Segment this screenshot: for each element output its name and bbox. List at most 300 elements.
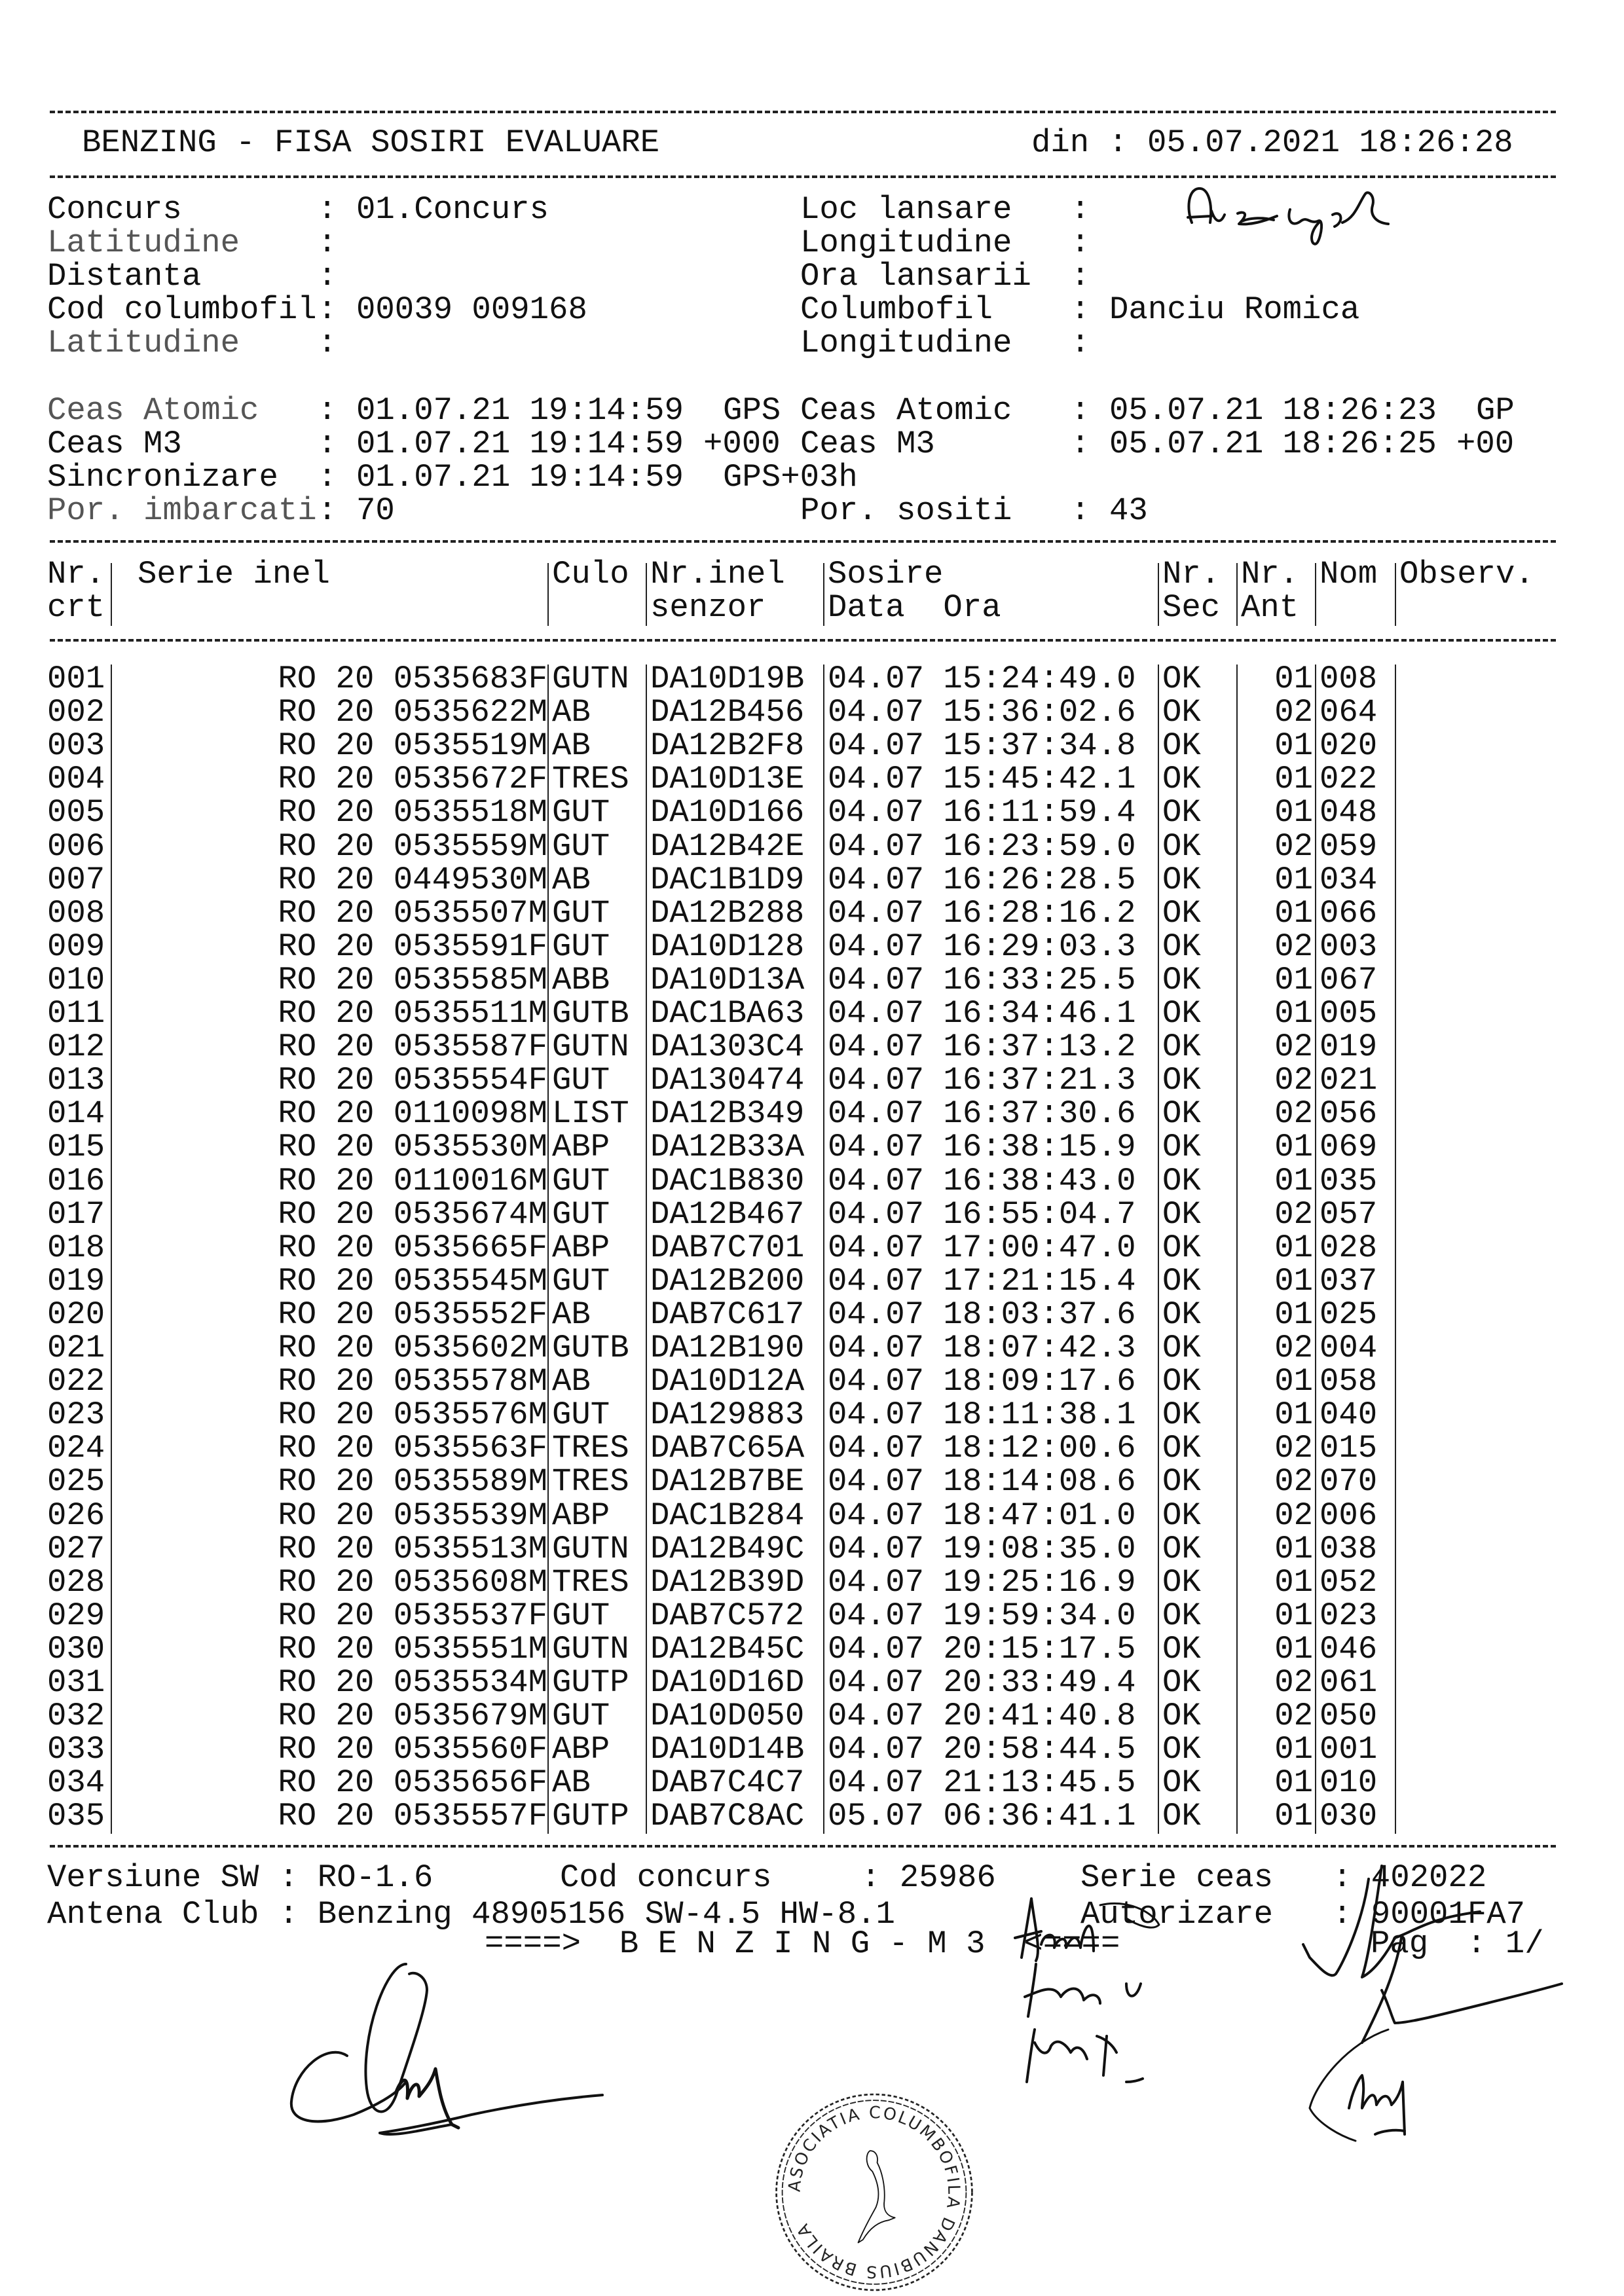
- cell-nom: 069: [1320, 1129, 1378, 1166]
- cell-nr-sec: OK: [1162, 1296, 1201, 1333]
- cell-sosire: 04.07 20:41:40.8: [828, 1698, 1136, 1735]
- cell-serie-inel: RO 20 0535513M: [278, 1530, 547, 1567]
- cell-nom: 070: [1320, 1463, 1378, 1501]
- cell-culo: GUT: [552, 1396, 610, 1434]
- clock-label: Ceas M3: [47, 426, 182, 462]
- clock-label: Ceas M3: [800, 426, 935, 462]
- cell-nr-ant: 02: [1274, 828, 1313, 865]
- report-date-value: 05.07.2021 18:26:28: [1147, 124, 1513, 161]
- left-signature: [255, 1958, 609, 2147]
- ceas-m3-end: 05.07.21 18:26:25: [1109, 426, 1437, 462]
- cell-nr-inel-senzor: DA10D14B: [650, 1731, 805, 1768]
- cell-nr-ant: 01: [1274, 1530, 1313, 1567]
- cell-nr-inel-senzor: DA12B467: [650, 1195, 805, 1233]
- cell-nom: 046: [1320, 1630, 1378, 1667]
- cell-culo: GUT: [552, 1698, 610, 1735]
- column-divider: [111, 665, 112, 1834]
- cell-sosire: 04.07 16:38:15.9: [828, 1129, 1136, 1166]
- cell-nr-inel-senzor: DAB7C8AC: [650, 1798, 805, 1835]
- header-serie-inel: Serie inel: [138, 556, 331, 592]
- cell-culo: GUT: [552, 928, 610, 965]
- cell-nr-ant: 02: [1274, 928, 1313, 965]
- header-nr-sec-1: Nr.: [1162, 556, 1221, 592]
- cell-nr-crt: 003: [47, 727, 105, 765]
- cell-nom: 005: [1320, 995, 1378, 1032]
- cell-nr-sec: OK: [1162, 1764, 1201, 1802]
- report-date-label: din :: [1031, 124, 1128, 161]
- info-sep: :: [318, 325, 337, 361]
- table-row: [0, 1499, 1624, 1533]
- cell-nr-ant: 01: [1274, 1396, 1313, 1434]
- cell-nr-ant: 02: [1274, 1698, 1313, 1735]
- cell-nr-crt: 028: [47, 1563, 105, 1601]
- cell-sosire: 04.07 20:58:44.5: [828, 1731, 1136, 1768]
- porumbei-sositi-value: 43: [1109, 492, 1148, 529]
- autorizare-value: : 90001FA7: [1333, 1896, 1526, 1933]
- cell-sosire: 04.07 16:33:25.5: [828, 961, 1136, 998]
- cell-culo: GUTN: [552, 1029, 629, 1066]
- cell-culo: GUTN: [552, 1530, 629, 1567]
- table-row: [0, 1231, 1624, 1265]
- table-row: [0, 1262, 1624, 1300]
- cell-nr-inel-senzor: DA10D166: [650, 794, 805, 831]
- cell-sosire: 04.07 19:59:34.0: [828, 1597, 1136, 1634]
- cell-nom: 035: [1320, 1162, 1378, 1199]
- cell-nr-sec: OK: [1162, 894, 1201, 932]
- table-row: [0, 1332, 1624, 1365]
- cell-sosire: 04.07 16:55:04.7: [828, 1195, 1136, 1233]
- header-divider: [1236, 563, 1238, 626]
- cell-culo: AB: [552, 1764, 591, 1802]
- cell-culo: GUTN: [552, 661, 629, 697]
- cell-culo: AB: [552, 1363, 591, 1400]
- table-row: [0, 729, 1624, 763]
- table-row: [0, 1530, 1624, 1567]
- cell-nr-ant: 02: [1274, 1664, 1313, 1701]
- table-row: [0, 1298, 1624, 1332]
- antena-label: Antena Club: [47, 1896, 259, 1933]
- cell-nr-ant: 02: [1274, 1062, 1313, 1099]
- clock-label: Por. sositi: [800, 492, 1012, 529]
- cell-nr-ant: 02: [1274, 1330, 1313, 1366]
- cell-culo: GUTN: [552, 1630, 629, 1667]
- cell-nr-sec: OK: [1162, 1062, 1201, 1099]
- cell-nr-ant: 01: [1274, 1630, 1313, 1667]
- cell-nr-sec: OK: [1162, 928, 1201, 965]
- cell-nr-inel-senzor: DA129883: [650, 1396, 805, 1434]
- cell-serie-inel: RO 20 0535578M: [278, 1363, 547, 1400]
- cell-nr-crt: 027: [47, 1530, 105, 1567]
- info-sep: :: [1071, 291, 1090, 328]
- table-row: [0, 1432, 1624, 1465]
- cell-sosire: 04.07 16:37:21.3: [828, 1062, 1136, 1099]
- cell-nr-inel-senzor: DA1303C4: [650, 1029, 805, 1066]
- cell-nr-sec: OK: [1162, 1029, 1201, 1066]
- cell-nr-crt: 008: [47, 894, 105, 932]
- cell-nr-inel-senzor: DAB7C617: [650, 1296, 805, 1333]
- cell-nr-sec: OK: [1162, 1129, 1201, 1166]
- cell-culo: TRES: [552, 1463, 629, 1501]
- info-label: Latitudine: [47, 225, 240, 261]
- cell-nr-ant: 01: [1274, 727, 1313, 765]
- cell-nr-crt: 013: [47, 1062, 105, 1099]
- cell-culo: LIST: [552, 1095, 629, 1133]
- table-row: [0, 696, 1624, 729]
- cell-serie-inel: RO 20 0110098M: [278, 1095, 547, 1133]
- table-row: [0, 1599, 1624, 1633]
- cell-nr-ant: 02: [1274, 1430, 1313, 1467]
- header-nr-ant-1: Nr.: [1241, 556, 1299, 592]
- cell-nr-sec: OK: [1162, 1330, 1201, 1366]
- cell-nr-sec: OK: [1162, 1597, 1201, 1634]
- cell-nr-inel-senzor: DA10D12A: [650, 1363, 805, 1400]
- cell-serie-inel: RO 20 0535591F: [278, 928, 547, 965]
- cell-nom: 050: [1320, 1698, 1378, 1735]
- table-row: [0, 1131, 1624, 1164]
- cell-sosire: 04.07 16:11:59.4: [828, 794, 1136, 831]
- table-row: [0, 1398, 1624, 1432]
- cell-culo: TRES: [552, 761, 629, 798]
- cell-culo: GUT: [552, 1162, 610, 1199]
- cell-nr-ant: 01: [1274, 661, 1313, 697]
- ceas-atomic-start-suffix: GPS: [723, 392, 781, 429]
- cell-serie-inel: RO 20 0449530M: [278, 861, 547, 898]
- cell-serie-inel: RO 20 0535656F: [278, 1764, 547, 1802]
- cell-sosire: 04.07 16:37:13.2: [828, 1029, 1136, 1066]
- cell-nom: 059: [1320, 828, 1378, 865]
- autorizare-label: Autorizare: [1080, 1896, 1274, 1933]
- cell-nom: 052: [1320, 1563, 1378, 1601]
- cell-sosire: 04.07 16:37:30.6: [828, 1095, 1136, 1133]
- cell-nr-sec: OK: [1162, 727, 1201, 765]
- antena-value: : Benzing 48905156 SW-4.5 HW-8.1: [279, 1896, 895, 1933]
- cell-culo: GUT: [552, 1195, 610, 1233]
- cell-nr-sec: OK: [1162, 1698, 1201, 1735]
- cell-nr-sec: OK: [1162, 1262, 1201, 1300]
- pigeon-icon: [858, 2151, 895, 2242]
- cell-culo: ABP: [552, 1731, 610, 1768]
- cell-nr-inel-senzor: DAB7C701: [650, 1229, 805, 1266]
- table-row: [0, 961, 1624, 998]
- cell-nr-crt: 016: [47, 1162, 105, 1199]
- sincronizare-suffix: GPS+03h: [723, 459, 858, 496]
- clock-sep: :: [1071, 492, 1090, 529]
- cell-serie-inel: RO 20 0535507M: [278, 894, 547, 932]
- header-sosire-1: Sosire: [828, 556, 944, 592]
- cell-nr-inel-senzor: DA10D050: [650, 1698, 805, 1735]
- cell-serie-inel: RO 20 0535679M: [278, 1698, 547, 1735]
- header-divider: [1395, 563, 1396, 626]
- cell-culo: GUT: [552, 1262, 610, 1300]
- cell-nr-sec: OK: [1162, 1162, 1201, 1199]
- cell-sosire: 04.07 15:37:34.8: [828, 727, 1136, 765]
- cell-culo: GUT: [552, 1062, 610, 1099]
- cell-culo: TRES: [552, 1430, 629, 1467]
- cell-nr-inel-senzor: DAC1B830: [650, 1162, 805, 1199]
- cell-nr-sec: OK: [1162, 1463, 1201, 1501]
- cell-nr-sec: OK: [1162, 1664, 1201, 1701]
- serie-ceas-label: Serie ceas: [1080, 1859, 1274, 1896]
- info-label: Latitudine: [47, 325, 240, 361]
- cell-sosire: 04.07 16:38:43.0: [828, 1162, 1136, 1199]
- cell-nom: 010: [1320, 1764, 1378, 1802]
- cell-nr-inel-senzor: DA10D128: [650, 928, 805, 965]
- clock-sep: :: [318, 392, 337, 429]
- cell-culo: ABP: [552, 1129, 610, 1166]
- cell-nr-inel-senzor: DAC1B1D9: [650, 861, 805, 898]
- cell-nr-ant: 01: [1274, 1229, 1313, 1266]
- cell-nr-ant: 01: [1274, 761, 1313, 798]
- cell-nr-inel-senzor: DA12B349: [650, 1095, 805, 1133]
- cell-nr-ant: 01: [1274, 1296, 1313, 1333]
- stamp-text: ASOCIATIA COLUMBOFILA DANUBIUS BRAILA: [784, 2102, 965, 2282]
- cell-nr-crt: 029: [47, 1597, 105, 1634]
- cell-nom: 067: [1320, 961, 1378, 998]
- cell-sosire: 04.07 15:36:02.6: [828, 694, 1136, 731]
- cell-culo: GUT: [552, 794, 610, 831]
- cell-nr-inel-senzor: DAB7C65A: [650, 1430, 805, 1467]
- header-divider: [1158, 563, 1159, 626]
- separator-table-header: [50, 639, 1556, 642]
- cell-nr-inel-senzor: DA10D19B: [650, 661, 805, 697]
- cell-culo: AB: [552, 694, 591, 731]
- cell-nr-ant: 02: [1274, 1463, 1313, 1501]
- cell-nr-inel-senzor: DA12B42E: [650, 828, 805, 865]
- cell-sosire: 04.07 17:21:15.4: [828, 1262, 1136, 1300]
- column-divider: [1315, 665, 1316, 1834]
- table-row: [0, 1030, 1624, 1064]
- benzing-m3-banner: ====> B E N Z I N G - M 3 <====: [485, 1925, 1120, 1962]
- cell-nr-ant: 01: [1274, 894, 1313, 932]
- header-nom: Nom: [1320, 556, 1378, 592]
- cell-nom: 025: [1320, 1296, 1378, 1333]
- cell-culo: ABP: [552, 1497, 610, 1534]
- column-divider: [1395, 665, 1396, 1834]
- cell-serie-inel: RO 20 0535622M: [278, 694, 547, 731]
- cell-nr-ant: 02: [1274, 694, 1313, 731]
- cell-serie-inel: RO 20 0535674M: [278, 1195, 547, 1233]
- cell-nr-crt: 024: [47, 1430, 105, 1467]
- column-divider: [823, 665, 824, 1834]
- cell-nr-ant: 01: [1274, 1764, 1313, 1802]
- cell-nom: 020: [1320, 727, 1378, 765]
- cell-nr-crt: 015: [47, 1129, 105, 1166]
- serie-ceas-value: : 402022: [1333, 1859, 1487, 1896]
- cell-nr-crt: 032: [47, 1698, 105, 1735]
- separator-top: [50, 111, 1556, 113]
- cell-nom: 004: [1320, 1330, 1378, 1366]
- cell-nr-inel-senzor: DAB7C572: [650, 1597, 805, 1634]
- cell-serie-inel: RO 20 0535560F: [278, 1731, 547, 1768]
- ceas-m3-end-suffix: +00: [1456, 426, 1515, 462]
- table-row: [0, 830, 1624, 864]
- table-row: [0, 930, 1624, 964]
- cell-nr-sec: OK: [1162, 1630, 1201, 1667]
- cell-serie-inel: RO 20 0535563F: [278, 1430, 547, 1467]
- column-divider: [646, 665, 647, 1834]
- cell-nr-inel-senzor: DA12B456: [650, 694, 805, 731]
- cell-nr-sec: OK: [1162, 1798, 1201, 1835]
- cell-nr-inel-senzor: DAB7C4C7: [650, 1764, 805, 1802]
- cell-serie-inel: RO 20 0535551M: [278, 1630, 547, 1667]
- porumbei-imbarcati-value: 70: [356, 492, 395, 529]
- separator-table-top: [50, 540, 1556, 543]
- cell-nr-ant: 01: [1274, 1129, 1313, 1166]
- cell-nr-crt: 035: [47, 1798, 105, 1835]
- cell-serie-inel: RO 20 0535539M: [278, 1497, 547, 1534]
- cell-serie-inel: RO 20 0535559M: [278, 828, 547, 865]
- cell-nom: 003: [1320, 928, 1378, 965]
- info-label: Longitudine: [800, 225, 1012, 261]
- cell-serie-inel: RO 20 0535519M: [278, 727, 547, 765]
- table-row: [0, 1630, 1624, 1667]
- table-row: [0, 1465, 1624, 1499]
- header-nr-inel-2: senzor: [650, 589, 766, 626]
- cell-nr-inel-senzor: DA12B200: [650, 1262, 805, 1300]
- clock-sep: :: [318, 426, 337, 462]
- cell-nr-crt: 010: [47, 961, 105, 998]
- ceas-m3-start-suffix: +000: [703, 426, 781, 462]
- table-row: [0, 1800, 1624, 1833]
- cell-nr-crt: 014: [47, 1095, 105, 1133]
- clock-label: Sincronizare: [47, 459, 278, 496]
- table-row: [0, 1563, 1624, 1601]
- cell-nr-inel-senzor: DA12B39D: [650, 1563, 805, 1601]
- cell-nr-inel-senzor: DA10D16D: [650, 1664, 805, 1701]
- cell-culo: AB: [552, 1296, 591, 1333]
- ceas-atomic-end: 05.07.21 18:26:23: [1109, 392, 1437, 429]
- info-sep: :: [318, 191, 337, 228]
- table-row: [0, 796, 1624, 829]
- clock-sep: :: [318, 492, 337, 529]
- header-culo: Culo: [552, 556, 629, 592]
- cell-culo: GUTB: [552, 1330, 629, 1366]
- table-row: [0, 1064, 1624, 1097]
- cell-serie-inel: RO 20 0535554F: [278, 1062, 547, 1099]
- cell-nr-inel-senzor: DA12B33A: [650, 1129, 805, 1166]
- separator-table-bottom: [50, 1845, 1556, 1848]
- clock-label: Por. imbarcati: [47, 492, 317, 529]
- cell-serie-inel: RO 20 0535587F: [278, 1029, 547, 1066]
- page-value: : 1/: [1467, 1927, 1544, 1961]
- cell-culo: ABB: [552, 961, 610, 998]
- document-title: BENZING - FISA SOSIRI EVALUARE: [82, 124, 660, 161]
- cell-nom: 048: [1320, 794, 1378, 831]
- column-divider: [1236, 665, 1238, 1834]
- cod-columbofil-value: 00039 009168: [356, 291, 587, 328]
- table-row: [0, 1195, 1624, 1233]
- info-sep: :: [1071, 325, 1090, 361]
- info-label: Longitudine: [800, 325, 1012, 361]
- cell-nom: 022: [1320, 761, 1378, 798]
- header-nr-sec-2: Sec: [1162, 589, 1221, 626]
- cell-nr-crt: 026: [47, 1497, 105, 1534]
- cell-nr-ant: 02: [1274, 1195, 1313, 1233]
- cell-sosire: 04.07 15:24:49.0: [828, 661, 1136, 697]
- cell-nr-inel-senzor: DA12B49C: [650, 1530, 805, 1567]
- header-nr-ant-2: Ant: [1241, 589, 1299, 626]
- clock-label: Ceas Atomic: [47, 392, 259, 429]
- cell-nr-sec: OK: [1162, 861, 1201, 898]
- header-divider: [823, 563, 824, 626]
- info-sep: :: [1071, 258, 1090, 295]
- cell-nr-ant: 01: [1274, 1563, 1313, 1601]
- cell-nom: 019: [1320, 1029, 1378, 1066]
- cell-sosire: 04.07 16:26:28.5: [828, 861, 1136, 898]
- cell-nom: 064: [1320, 694, 1378, 731]
- cell-serie-inel: RO 20 0535518M: [278, 794, 547, 831]
- cell-serie-inel: RO 20 0535665F: [278, 1229, 547, 1266]
- info-sep: :: [1071, 191, 1090, 228]
- cell-nr-sec: OK: [1162, 1530, 1201, 1567]
- loc-lansare-signature: [1179, 183, 1414, 249]
- cell-nr-sec: OK: [1162, 694, 1201, 731]
- cell-nom: 001: [1320, 1731, 1378, 1768]
- page-label: Pag: [1371, 1925, 1429, 1962]
- cell-nom: 023: [1320, 1597, 1378, 1634]
- cell-nr-crt: 002: [47, 694, 105, 731]
- cell-nr-ant: 01: [1274, 961, 1313, 998]
- cell-sosire: 05.07 06:36:41.1: [828, 1798, 1136, 1835]
- club-stamp: [760, 2088, 989, 2296]
- cell-nr-crt: 018: [47, 1229, 105, 1266]
- cell-nr-ant: 01: [1274, 794, 1313, 831]
- cell-nr-crt: 005: [47, 794, 105, 831]
- cell-nr-ant: 02: [1274, 1497, 1313, 1534]
- cell-sosire: 04.07 20:33:49.4: [828, 1664, 1136, 1701]
- cell-sosire: 04.07 16:29:03.3: [828, 928, 1136, 965]
- cell-sosire: 04.07 19:08:35.0: [828, 1530, 1136, 1567]
- cell-nr-crt: 001: [47, 661, 105, 697]
- versiune-label: Versiune SW: [47, 1859, 259, 1896]
- header-sosire-2: Data Ora: [828, 589, 1001, 626]
- cell-nr-crt: 019: [47, 1262, 105, 1300]
- cell-sosire: 04.07 16:34:46.1: [828, 995, 1136, 1032]
- info-sep: :: [318, 258, 337, 295]
- cell-nr-inel-senzor: DA130474: [650, 1062, 805, 1099]
- cell-nom: 066: [1320, 894, 1378, 932]
- cell-serie-inel: RO 20 0535534M: [278, 1664, 547, 1701]
- ceas-atomic-end-suffix: GP: [1476, 392, 1515, 429]
- cell-culo: GUT: [552, 828, 610, 865]
- cell-nr-ant: 01: [1274, 1798, 1313, 1835]
- cell-nr-crt: 009: [47, 928, 105, 965]
- table-row: [0, 861, 1624, 898]
- cell-nr-inel-senzor: DA12B2F8: [650, 727, 805, 765]
- info-label: Ora lansarii: [800, 258, 1031, 295]
- cell-sosire: 04.07 16:28:16.2: [828, 894, 1136, 932]
- cell-culo: ABP: [552, 1229, 610, 1266]
- cell-sosire: 04.07 18:11:38.1: [828, 1396, 1136, 1434]
- cell-nr-sec: OK: [1162, 1195, 1201, 1233]
- cell-nr-crt: 011: [47, 995, 105, 1032]
- cell-nr-ant: 02: [1274, 1095, 1313, 1133]
- cell-nr-inel-senzor: DAC1BA63: [650, 995, 805, 1032]
- cell-serie-inel: RO 20 0110016M: [278, 1162, 547, 1199]
- header-observ: Observ.: [1399, 556, 1534, 592]
- cell-nom: 038: [1320, 1530, 1378, 1567]
- table-row: [0, 1733, 1624, 1766]
- cell-nr-crt: 007: [47, 861, 105, 898]
- cod-concurs-label: Cod concurs: [560, 1859, 772, 1896]
- cell-culo: GUTP: [552, 1664, 629, 1701]
- cell-sosire: 04.07 21:13:45.5: [828, 1764, 1136, 1802]
- cell-serie-inel: RO 20 0535602M: [278, 1330, 547, 1366]
- table-row: [0, 894, 1624, 932]
- cell-nr-sec: OK: [1162, 1563, 1201, 1601]
- cell-nom: 037: [1320, 1262, 1378, 1300]
- clock-sep: :: [318, 459, 337, 496]
